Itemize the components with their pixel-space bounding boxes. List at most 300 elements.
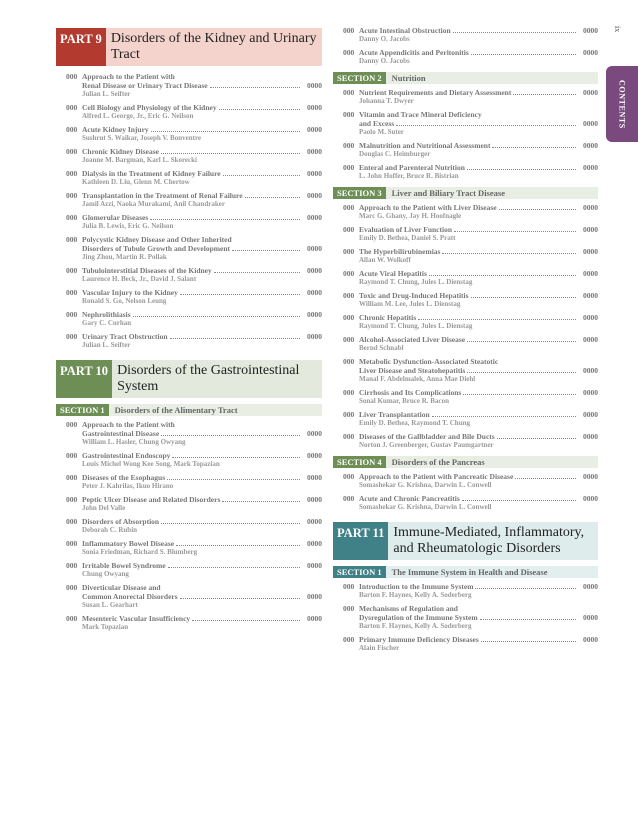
toc-entry[interactable]	[56, 332, 322, 350]
section-entries	[333, 582, 598, 653]
page-ref: 0000	[307, 332, 322, 341]
chapter-number: 000	[343, 582, 355, 591]
leader-dots	[432, 410, 576, 417]
entry-body	[82, 213, 322, 231]
leader-dots	[222, 495, 300, 502]
chapter-title: Vascular Injury to the Kidney	[82, 288, 178, 297]
chapter-number: 000	[343, 110, 355, 119]
chapter-authors: Peter J. Kahrilas, Ikuo Hirano	[82, 482, 174, 490]
chapter-number: 000	[66, 539, 78, 548]
toc-entry[interactable]	[333, 163, 598, 181]
toc-entry[interactable]	[56, 539, 322, 557]
toc-entry[interactable]	[333, 335, 598, 353]
entry-body	[359, 494, 598, 512]
page-ref: 0000	[583, 88, 598, 97]
title-line	[359, 366, 598, 375]
chapter-authors: Deborah C. Rubin	[82, 526, 138, 534]
leader-dots	[172, 451, 300, 458]
chapter-title: Approach to the Patient with	[82, 420, 175, 429]
chapter-title: Dysregulation of the Immune System	[359, 613, 478, 622]
chapter-title: Diverticular Disease and	[82, 583, 161, 592]
chapter-number: 000	[66, 451, 78, 460]
page-ref: 0000	[307, 473, 322, 482]
toc-entry[interactable]	[56, 147, 322, 165]
toc-entry[interactable]	[56, 125, 322, 143]
page-ref: 0000	[583, 613, 598, 622]
leader-dots	[219, 103, 300, 110]
entry-body	[359, 335, 598, 353]
leader-dots	[480, 613, 576, 620]
toc-entry[interactable]	[333, 48, 598, 66]
chapter-authors: Somashekar G. Krishna, Darwin L. Conwell	[359, 503, 492, 511]
title-line	[82, 592, 322, 601]
entry-body	[359, 313, 598, 331]
chapter-title: Glomerular Diseases	[82, 213, 149, 222]
chapter-authors: Allan W. Wolkoff	[359, 256, 411, 264]
entry-body	[359, 582, 598, 600]
leader-dots	[471, 291, 576, 298]
toc-entry[interactable]	[56, 561, 322, 579]
page-ref: 0000	[307, 147, 322, 156]
chapter-number: 000	[343, 247, 355, 256]
chapter-authors: William L. Hasler, Chung Owyang	[82, 438, 186, 446]
chapter-authors: Raymond T. Chung, Jules L. Dienstag	[359, 322, 473, 330]
contents-tab[interactable]	[606, 66, 638, 142]
toc-entry[interactable]	[56, 495, 322, 513]
toc-entry[interactable]	[333, 472, 598, 490]
chapter-title: Chronic Kidney Disease	[82, 147, 159, 156]
toc-entry[interactable]	[56, 169, 322, 187]
leader-dots	[513, 88, 576, 95]
chapter-number: 000	[343, 410, 355, 419]
leader-dots	[467, 163, 576, 170]
chapter-number: 000	[66, 147, 78, 156]
title-line	[359, 494, 598, 503]
leader-dots	[170, 332, 300, 339]
chapter-title: Disorders of Tubule Growth and Development	[82, 244, 231, 253]
chapter-number: 000	[343, 472, 355, 481]
section-header	[333, 566, 598, 578]
chapter-title: Alcohol-Associated Liver Disease	[359, 335, 466, 344]
entry-body	[359, 225, 598, 243]
chapter-number: 000	[343, 635, 355, 644]
section-label: SECTION 2	[333, 72, 386, 84]
chapter-authors: Sonal Kumar, Bruce R. Bacon	[359, 397, 449, 405]
title-line	[82, 103, 322, 112]
leader-dots	[161, 517, 300, 524]
chapter-title: Introduction to the Immune System	[359, 582, 474, 591]
leader-dots	[223, 169, 300, 176]
chapter-authors: Douglas C. Heimburger	[359, 150, 431, 158]
chapter-number: 000	[343, 26, 355, 35]
page-ref: 0000	[307, 288, 322, 297]
part-title: Disorders of the Kidney and Urinary Tract	[106, 28, 322, 66]
page-ref: 0000	[583, 291, 598, 300]
chapter-title: Evaluation of Liver Function	[359, 225, 452, 234]
leader-dots	[396, 119, 576, 126]
title-line	[359, 247, 598, 256]
page-ref: 0000	[307, 103, 322, 112]
chapter-authors: Alfred L. George, Jr., Eric G. Neilson	[82, 112, 194, 120]
chapter-authors: John Del Valle	[82, 504, 126, 512]
toc-entry[interactable]	[333, 110, 598, 137]
toc-entry[interactable]	[56, 235, 322, 262]
entry-body	[359, 48, 598, 66]
chapter-number: 000	[66, 169, 78, 178]
chapter-number: 000	[343, 163, 355, 172]
chapter-authors: Mark Topazian	[82, 623, 129, 631]
entry-body	[82, 169, 322, 187]
chapter-title: Mesenteric Vascular Insufficiency	[82, 614, 191, 623]
chapter-number: 000	[66, 473, 78, 482]
toc-entry[interactable]	[333, 604, 598, 631]
leader-dots	[454, 225, 576, 232]
section-entries	[56, 420, 322, 632]
page-ref: 0000	[583, 48, 598, 57]
chapter-title: Acute Viral Hepatitis	[359, 269, 427, 278]
leader-dots	[210, 81, 300, 88]
chapter-authors: Manal F. Abdelmalek, Anna Mae Diehl	[359, 375, 476, 383]
page-ref: 0000	[583, 335, 598, 344]
chapter-number: 000	[343, 313, 355, 322]
chapter-authors: Bernd Schnabl	[359, 344, 404, 352]
title-line	[359, 410, 598, 419]
chapter-authors: Danny O. Jacobs	[359, 35, 410, 43]
chapter-authors: Gary C. Curhan	[82, 319, 132, 327]
chapter-title: Acute Intestinal Obstruction	[359, 26, 451, 35]
toc-entry[interactable]	[333, 291, 598, 309]
leader-dots	[467, 335, 576, 342]
part-label: PART 9	[56, 28, 106, 66]
toc-entry[interactable]	[333, 313, 598, 331]
toc-entry[interactable]	[333, 432, 598, 450]
section-label: SECTION 1	[56, 404, 109, 416]
entry-body	[359, 410, 598, 428]
title-line	[82, 147, 322, 156]
page-ref: 0000	[583, 141, 598, 150]
title-line	[359, 582, 598, 591]
entry-body	[359, 88, 598, 106]
entry-body	[82, 310, 322, 328]
toc-entry[interactable]	[333, 388, 598, 406]
page-ref: 0000	[307, 495, 322, 504]
title-line	[359, 88, 598, 97]
chapter-number: 000	[343, 269, 355, 278]
page-ref: 0000	[583, 582, 598, 591]
chapter-title: Gastrointestinal Disease	[82, 429, 160, 438]
contents-tab-label: CONTENTS	[617, 79, 627, 129]
chapter-number: 000	[66, 583, 78, 592]
leader-dots	[245, 191, 300, 198]
title-line	[359, 141, 598, 150]
section-label: SECTION 3	[333, 187, 386, 199]
page-ref: 0000	[307, 169, 322, 178]
title-line	[359, 48, 598, 57]
title-line	[82, 473, 322, 482]
toc-entry[interactable]	[333, 269, 598, 287]
page-ref: 0000	[307, 517, 322, 526]
page-ref: 0000	[307, 213, 322, 222]
page-ref: 0000	[583, 366, 598, 375]
page-ref: 0000	[307, 191, 322, 200]
toc-entry[interactable]	[56, 420, 322, 447]
title-line	[82, 451, 322, 460]
leader-dots	[462, 494, 576, 501]
chapter-authors: Emily D. Bethea, Raymond T. Chung	[359, 419, 470, 427]
leader-dots	[161, 429, 300, 436]
part-title: Disorders of the Gastrointestinal System	[112, 360, 322, 398]
title-line	[359, 225, 598, 234]
leader-dots	[497, 432, 576, 439]
leader-dots	[180, 288, 300, 295]
chapter-title: Vitamin and Trace Mineral Deficiency	[359, 110, 482, 119]
toc-entry[interactable]	[333, 26, 598, 44]
chapter-authors: William M. Lee, Jules L. Dienstag	[359, 300, 461, 308]
chapter-number: 000	[66, 103, 78, 112]
chapter-title: Approach to the Patient with	[82, 72, 175, 81]
entry-body	[359, 203, 598, 221]
title-line	[359, 613, 598, 622]
chapter-title: Primary Immune Deficiency Diseases	[359, 635, 479, 644]
chapter-authors: Emily D. Bethea, Daniel S. Pratt	[359, 234, 456, 242]
chapter-number: 000	[66, 266, 78, 275]
entry-body	[359, 357, 598, 384]
toc-entry[interactable]	[333, 203, 598, 221]
entry-body	[82, 191, 322, 209]
leader-dots	[180, 592, 300, 599]
page-ref: 0000	[307, 266, 322, 275]
chapter-authors: L. John Hoffer, Bruce R. Bistrian	[359, 172, 459, 180]
title-line	[82, 429, 322, 438]
entry-body	[82, 235, 322, 262]
toc-entry[interactable]	[56, 213, 322, 231]
toc-entry[interactable]	[56, 473, 322, 491]
chapter-number: 000	[343, 357, 355, 366]
leader-dots	[442, 247, 576, 254]
page-ref: 0000	[583, 119, 598, 128]
entry-body	[82, 103, 322, 121]
toc-entry[interactable]	[56, 103, 322, 121]
entry-body	[359, 388, 598, 406]
title-line	[359, 26, 598, 35]
page-ref: 0000	[307, 429, 322, 438]
entry-body	[82, 517, 322, 535]
chapter-title: Irritable Bowel Syndrome	[82, 561, 166, 570]
title-line	[359, 163, 598, 172]
leader-dots	[150, 213, 300, 220]
page-ref: 0000	[307, 592, 322, 601]
entry-body	[82, 266, 322, 284]
chapter-authors: Julian L. Seifter	[82, 90, 131, 98]
section-entries	[333, 203, 598, 450]
toc-entry[interactable]	[56, 310, 322, 328]
page-ref: 0000	[307, 561, 322, 570]
chapter-title: Tubulointerstitial Diseases of the Kidney	[82, 266, 212, 275]
toc-entry[interactable]	[56, 191, 322, 209]
chapter-title: Transplantation in the Treatment of Renal Failure	[82, 191, 243, 200]
entry-body	[82, 539, 322, 557]
entry-body	[359, 163, 598, 181]
chapter-title: Peptic Ulcer Disease and Related Disorders	[82, 495, 221, 504]
chapter-number: 000	[343, 335, 355, 344]
title-line	[82, 169, 322, 178]
toc-entry[interactable]	[333, 357, 598, 384]
title-line	[359, 388, 598, 397]
title-line	[359, 119, 598, 128]
section-label: SECTION 4	[333, 456, 386, 468]
chapter-authors: Louis Michel Wong Kee Song, Mark Topazian	[82, 460, 220, 468]
entry-body	[359, 291, 598, 309]
toc-entry[interactable]	[333, 410, 598, 428]
chapter-title: Inflammatory Bowel Disease	[82, 539, 175, 548]
chapter-title: Toxic and Drug-Induced Hepatitis	[359, 291, 469, 300]
toc-entry[interactable]	[56, 72, 322, 99]
title-line	[359, 472, 598, 481]
page-ref: 0000	[307, 81, 322, 90]
page-ref: 0000	[583, 269, 598, 278]
part-10-header	[56, 360, 322, 398]
right-column	[333, 0, 598, 657]
chapter-authors: Sushrut S. Waikar, Joseph V. Bonventre	[82, 134, 202, 142]
toc-entry[interactable]	[333, 225, 598, 243]
chapter-number: 000	[343, 291, 355, 300]
title-line	[359, 313, 598, 322]
title-line	[82, 81, 322, 90]
chapter-number: 000	[66, 614, 78, 623]
chapter-number: 000	[66, 561, 78, 570]
chapter-authors: Norton J. Greenberger, Gustav Paumgartner	[359, 441, 494, 449]
entry-body	[82, 125, 322, 143]
section-header	[333, 72, 598, 84]
entry-body	[359, 269, 598, 287]
entry-body	[359, 110, 598, 137]
page-ref: 0000	[307, 539, 322, 548]
title-line	[82, 191, 322, 200]
part-title: Immune-Mediated, Inflammatory, and Rheumatologic Disorders	[388, 522, 598, 560]
section-title: Disorders of the Alimentary Tract	[109, 404, 322, 416]
chapter-title: Mechanisms of Regulation and	[359, 604, 458, 613]
chapter-title: and Excess	[359, 119, 395, 128]
section-title: Disorders of the Pancreas	[386, 456, 598, 468]
chapter-title: Acute Kidney Injury	[82, 125, 149, 134]
title-line	[82, 517, 322, 526]
page-ref: 0000	[307, 244, 322, 253]
leader-dots	[161, 147, 300, 154]
entry-body	[82, 332, 322, 350]
chapter-number: 000	[66, 125, 78, 134]
entry-body	[82, 583, 322, 610]
chapter-authors: Johanna T. Dwyer	[359, 97, 414, 105]
chapter-authors: Paolo M. Suter	[359, 128, 404, 136]
title-line	[82, 332, 322, 341]
leader-dots	[192, 614, 300, 621]
toc-entry[interactable]	[333, 635, 598, 653]
chapter-title: Approach to the Patient with Liver Disease	[359, 203, 497, 212]
chapter-title: Disorders of Absorption	[82, 517, 160, 526]
chapter-authors: Sonia Friedman, Richard S. Blumberg	[82, 548, 198, 556]
toc-entry[interactable]	[56, 614, 322, 632]
toc-entry[interactable]	[56, 266, 322, 284]
toc-entry[interactable]	[333, 141, 598, 159]
entry-body	[82, 147, 322, 165]
chapter-title: Liver Disease and Steatohepatitis	[359, 366, 466, 375]
section-entries	[333, 472, 598, 512]
chapter-number: 000	[343, 48, 355, 57]
chapter-authors: Kathleen D. Liu, Glenn M. Chertow	[82, 178, 190, 186]
leader-dots	[176, 539, 300, 546]
toc-entry[interactable]	[56, 583, 322, 610]
chapter-title: Approach to the Patient with Pancreatic Disease	[359, 472, 514, 481]
entry-body	[359, 472, 598, 490]
chapter-title: Acute and Chronic Pancreatitis	[359, 494, 460, 503]
left-column	[56, 0, 322, 636]
chapter-title: Metabolic Dysfunction-Associated Steatotic	[359, 357, 499, 366]
title-line	[359, 335, 598, 344]
chapter-number: 000	[343, 388, 355, 397]
toc-entry[interactable]	[333, 247, 598, 265]
toc-entry[interactable]	[333, 88, 598, 106]
chapter-number: 000	[343, 494, 355, 503]
chapter-title: Common Anorectal Disorders	[82, 592, 178, 601]
chapter-authors: Barton F. Haynes, Kelly A. Soderberg	[359, 591, 472, 599]
chapter-authors: Jing Zhou, Martin R. Pollak	[82, 253, 167, 261]
entry-body	[82, 451, 322, 469]
page-ref: 0000	[307, 125, 322, 134]
part-label: PART 10	[56, 360, 112, 398]
page-ref: 0000	[583, 225, 598, 234]
entry-body	[359, 604, 598, 631]
chapter-title: Nutrient Requirements and Dietary Assessment	[359, 88, 512, 97]
toc-entry[interactable]	[333, 494, 598, 512]
page-ref: 0000	[583, 410, 598, 419]
toc-entry[interactable]	[333, 582, 598, 600]
chapter-authors: Raymond T. Chung, Jules L. Dienstag	[359, 278, 473, 286]
chapter-authors: Jamil Azzi, Naoka Murakami, Anil Chandraker	[82, 200, 225, 208]
part-label: PART 11	[333, 522, 388, 560]
toc-entry[interactable]	[56, 451, 322, 469]
chapter-authors: Julia B. Lewis, Eric G. Neilson	[82, 222, 174, 230]
toc-entry[interactable]	[56, 517, 322, 535]
chapter-number: 000	[66, 332, 78, 341]
chapter-title: Polycystic Kidney Disease and Other Inherited	[82, 235, 232, 244]
chapter-title: Cirrhosis and Its Complications	[359, 388, 462, 397]
part-9-entries	[56, 72, 322, 350]
chapter-number: 000	[343, 225, 355, 234]
chapter-number: 000	[66, 72, 78, 81]
chapter-authors: Marc G. Ghany, Jay H. Hoofnagle	[359, 212, 462, 220]
chapter-number: 000	[66, 310, 78, 319]
title-line	[82, 310, 322, 319]
section-header	[333, 456, 598, 468]
toc-entry[interactable]	[56, 288, 322, 306]
entry-body	[359, 141, 598, 159]
leader-dots	[475, 582, 576, 589]
chapter-title: Gastrointestinal Endoscopy	[82, 451, 171, 460]
chapter-number: 000	[66, 235, 78, 244]
chapter-title: Diseases of the Gallbladder and Bile Ducts	[359, 432, 495, 441]
leader-dots	[471, 48, 576, 55]
chapter-authors: Ronald S. Go, Nelson Leung	[82, 297, 167, 305]
continued-entries	[333, 26, 598, 66]
chapter-number: 000	[66, 191, 78, 200]
chapter-number: 000	[343, 203, 355, 212]
title-line	[359, 432, 598, 441]
chapter-title: Malnutrition and Nutritional Assessment	[359, 141, 491, 150]
title-line	[82, 288, 322, 297]
section-header	[333, 187, 598, 199]
entry-body	[359, 635, 598, 653]
chapter-number: 000	[66, 288, 78, 297]
